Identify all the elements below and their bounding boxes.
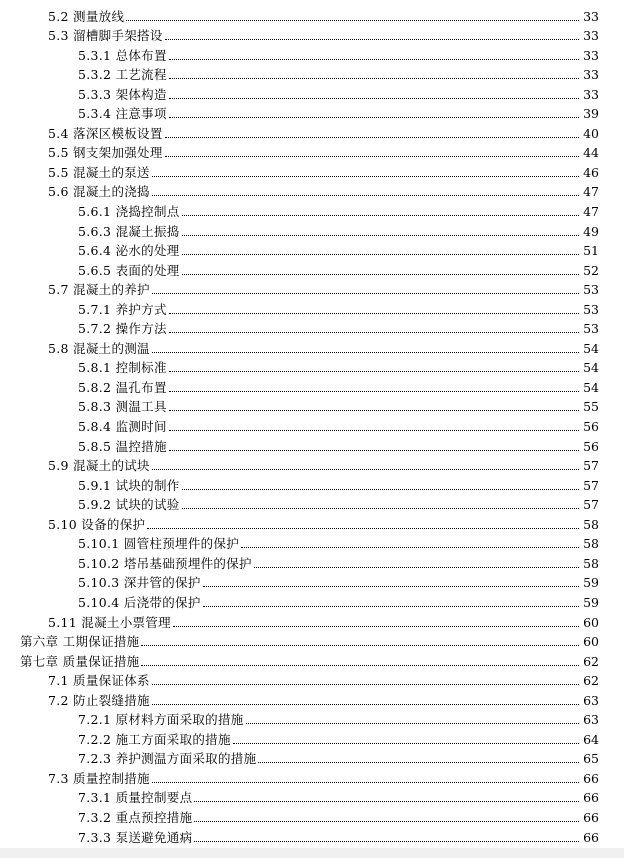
toc-page-number: 60 xyxy=(583,614,599,630)
toc-entry-title: 5.3 溜槽脚手架搭设 xyxy=(48,28,163,44)
toc-dot-leader xyxy=(152,469,579,470)
toc-entry[interactable] xyxy=(0,259,624,279)
toc-dot-leader xyxy=(169,59,579,60)
toc-page-number: 58 xyxy=(583,555,599,571)
toc-entry-title: 5.8.4 监测时间 xyxy=(78,419,167,435)
toc-entry[interactable] xyxy=(0,650,624,670)
toc-dot-leader xyxy=(182,215,579,216)
toc-page-number: 33 xyxy=(583,28,599,44)
toc-dot-leader xyxy=(254,567,579,568)
toc-entry-title: 5.10 设备的保护 xyxy=(48,516,146,532)
toc-entry-title: 7.2.1 原材料方面采取的措施 xyxy=(78,712,244,728)
toc-entry[interactable] xyxy=(0,337,624,357)
toc-entry-title: 7.2.3 养护测温方面采取的措施 xyxy=(78,751,257,767)
toc-entry[interactable] xyxy=(0,435,624,455)
toc-entry-title: 5.8.1 控制标准 xyxy=(78,360,167,376)
toc-page-number: 60 xyxy=(583,634,599,650)
toc-entry[interactable] xyxy=(0,689,624,709)
toc-page-number: 57 xyxy=(583,477,599,493)
toc-page-number: 58 xyxy=(583,536,599,552)
toc-dot-leader xyxy=(169,371,579,372)
toc-entry-title: 5.3.2 工艺流程 xyxy=(78,67,167,83)
toc-entry[interactable] xyxy=(0,806,624,826)
toc-entry-title: 5.4 落深区模板设置 xyxy=(48,125,163,141)
toc-dot-leader xyxy=(152,293,579,294)
toc-entry[interactable] xyxy=(0,826,624,846)
toc-dot-leader xyxy=(152,684,579,685)
toc-dot-leader xyxy=(233,743,579,744)
toc-entry-title: 5.6.3 混凝土振捣 xyxy=(78,223,180,239)
toc-dot-leader xyxy=(194,841,579,842)
toc-dot-leader xyxy=(169,98,579,99)
toc-entry-title: 5.10.2 塔吊基础预埋件的保护 xyxy=(78,555,252,571)
toc-dot-leader xyxy=(126,20,579,21)
toc-page-number: 56 xyxy=(583,438,599,454)
toc-page-number: 58 xyxy=(583,516,599,532)
toc-entry[interactable] xyxy=(0,396,624,416)
toc-entry[interactable] xyxy=(0,474,624,494)
toc-entry-title: 5.9 混凝土的试块 xyxy=(48,458,150,474)
toc-page-number: 33 xyxy=(583,8,599,24)
toc-dot-leader xyxy=(147,528,579,529)
toc-page-number: 53 xyxy=(583,301,599,317)
toc-dot-leader xyxy=(152,352,579,353)
toc-page-number: 65 xyxy=(583,751,599,767)
toc-entry[interactable] xyxy=(0,298,624,318)
toc-page-number: 47 xyxy=(583,184,599,200)
toc-entry[interactable] xyxy=(0,64,624,84)
toc-entry[interactable] xyxy=(0,83,624,103)
toc-page-number: 55 xyxy=(583,399,599,415)
toc-entry[interactable] xyxy=(0,376,624,396)
toc-entry[interactable] xyxy=(0,611,624,631)
toc-entry-title: 5.11 混凝土小票管理 xyxy=(48,614,171,630)
toc-entry-title: 5.9.2 试块的试验 xyxy=(78,497,180,513)
toc-page-number: 46 xyxy=(583,164,599,180)
toc-entry-title: 5.6.4 泌水的处理 xyxy=(78,243,180,259)
toc-entry[interactable] xyxy=(0,748,624,768)
toc-entry[interactable] xyxy=(0,181,624,201)
toc-dot-leader xyxy=(173,626,579,627)
toc-entry-title: 5.7.2 操作方法 xyxy=(78,321,167,337)
toc-entry[interactable] xyxy=(0,25,624,45)
toc-entry-title: 5.2 测量放线 xyxy=(48,8,125,24)
toc-dot-leader xyxy=(165,137,579,138)
toc-dot-leader xyxy=(141,665,579,666)
toc-dot-leader xyxy=(182,254,579,255)
toc-page-number: 62 xyxy=(583,653,599,669)
toc-dot-leader xyxy=(169,332,579,333)
toc-page-number: 66 xyxy=(583,770,599,786)
toc-entry[interactable] xyxy=(0,728,624,748)
toc-entry-title: 5.5 混凝土的泵送 xyxy=(48,164,150,180)
toc-page-number: 56 xyxy=(583,419,599,435)
toc-page-number: 33 xyxy=(583,67,599,83)
toc-entry-title: 5.3.3 架体构造 xyxy=(78,86,167,102)
toc-dot-leader xyxy=(246,723,579,724)
page-bottom-margin xyxy=(0,848,624,858)
toc-dot-leader xyxy=(165,39,579,40)
toc-page-number: 47 xyxy=(583,204,599,220)
toc-page-number: 62 xyxy=(583,673,599,689)
toc-dot-leader xyxy=(152,704,579,705)
toc-page-number: 54 xyxy=(583,379,599,395)
toc-page-number: 52 xyxy=(583,262,599,278)
toc-entry-title: 5.6.5 表面的处理 xyxy=(78,262,180,278)
toc-dot-leader xyxy=(182,235,579,236)
toc-entry[interactable] xyxy=(0,161,624,181)
toc-dot-leader xyxy=(182,274,579,275)
toc-dot-leader xyxy=(169,410,579,411)
toc-dot-leader xyxy=(169,430,579,431)
toc-entry-title: 5.7.1 养护方式 xyxy=(78,301,167,317)
toc-page-number: 44 xyxy=(583,145,599,161)
toc-entry[interactable] xyxy=(0,767,624,787)
toc-entry-title: 5.8.3 测温工具 xyxy=(78,399,167,415)
toc-dot-leader xyxy=(169,117,579,118)
toc-dot-leader xyxy=(169,313,579,314)
toc-entry[interactable] xyxy=(0,415,624,435)
toc-dot-leader xyxy=(203,606,579,607)
toc-page-number: 54 xyxy=(583,340,599,356)
toc-entry-title: 5.3.4 注意事项 xyxy=(78,106,167,122)
toc-entry-title: 5.8 混凝土的测温 xyxy=(48,340,150,356)
toc-page-number: 66 xyxy=(583,809,599,825)
toc-dot-leader xyxy=(165,156,579,157)
toc-page-number: 59 xyxy=(583,594,599,610)
toc-page-number: 33 xyxy=(583,86,599,102)
toc-entry[interactable] xyxy=(0,5,624,25)
toc-entry[interactable] xyxy=(0,533,624,553)
toc-entry[interactable] xyxy=(0,122,624,142)
toc-page-number: 40 xyxy=(583,125,599,141)
toc-entry[interactable] xyxy=(0,572,624,592)
toc-entry[interactable] xyxy=(0,103,624,123)
toc-dot-leader xyxy=(203,586,579,587)
toc-entry[interactable] xyxy=(0,552,624,572)
toc-dot-leader xyxy=(241,547,579,548)
toc-entry-title: 5.8.5 温控措施 xyxy=(78,438,167,454)
toc-dot-leader xyxy=(169,78,579,79)
toc-entry-title: 7.2.2 施工方面采取的措施 xyxy=(78,731,231,747)
toc-entry[interactable] xyxy=(0,142,624,162)
toc-entry-title: 7.3.1 质量控制要点 xyxy=(78,790,193,806)
toc-page-number: 33 xyxy=(583,47,599,63)
toc-entry-title: 5.6 混凝土的浇捣 xyxy=(48,184,150,200)
toc-page-number: 63 xyxy=(583,712,599,728)
toc-page-number: 63 xyxy=(583,692,599,708)
toc-entry-title: 第六章 工期保证措施 xyxy=(20,634,140,650)
table-of-contents xyxy=(0,5,624,846)
toc-entry[interactable] xyxy=(0,318,624,338)
toc-dot-leader xyxy=(169,450,579,451)
toc-page-number: 54 xyxy=(583,360,599,376)
toc-dot-leader xyxy=(258,762,579,763)
toc-entry[interactable] xyxy=(0,670,624,690)
toc-entry-title: 7.3.2 重点预控措施 xyxy=(78,809,193,825)
toc-page-number: 57 xyxy=(583,458,599,474)
toc-entry-title: 5.5 钢支架加强处理 xyxy=(48,145,163,161)
toc-entry-title: 7.3 质量控制措施 xyxy=(48,770,150,786)
toc-entry[interactable] xyxy=(0,513,624,533)
toc-dot-leader xyxy=(194,801,579,802)
toc-entry[interactable] xyxy=(0,357,624,377)
toc-page-number: 39 xyxy=(583,106,599,122)
toc-entry-title: 5.3.1 总体布置 xyxy=(78,47,167,63)
toc-dot-leader xyxy=(194,821,579,822)
toc-entry[interactable] xyxy=(0,591,624,611)
toc-entry-title: 5.8.2 温孔布置 xyxy=(78,379,167,395)
toc-dot-leader xyxy=(141,645,579,646)
toc-dot-leader xyxy=(182,489,579,490)
toc-dot-leader xyxy=(182,508,579,509)
toc-dot-leader xyxy=(152,195,579,196)
toc-page-number: 57 xyxy=(583,497,599,513)
toc-entry[interactable] xyxy=(0,200,624,220)
toc-entry[interactable] xyxy=(0,44,624,64)
toc-entry-title: 5.10.3 深井管的保护 xyxy=(78,575,201,591)
toc-entry[interactable] xyxy=(0,220,624,240)
toc-dot-leader xyxy=(152,176,579,177)
toc-entry-title: 第七章 质量保证措施 xyxy=(20,653,140,669)
toc-entry[interactable] xyxy=(0,631,624,651)
toc-entry[interactable] xyxy=(0,494,624,514)
toc-entry-title: 7.3.3 泵送避免通病 xyxy=(78,829,193,845)
toc-dot-leader xyxy=(152,782,579,783)
toc-entry-title: 5.6.1 浇捣控制点 xyxy=(78,204,180,220)
toc-page-number: 64 xyxy=(583,731,599,747)
toc-page-number: 51 xyxy=(583,243,599,259)
toc-page-number: 53 xyxy=(583,321,599,337)
toc-entry-title: 7.1 质量保证体系 xyxy=(48,673,150,689)
toc-entry[interactable] xyxy=(0,787,624,807)
toc-entry-title: 7.2 防止裂缝措施 xyxy=(48,692,150,708)
toc-entry-title: 5.9.1 试块的制作 xyxy=(78,477,180,493)
toc-entry-title: 5.10.4 后浇带的保护 xyxy=(78,594,201,610)
toc-entry-title: 5.7 混凝土的养护 xyxy=(48,282,150,298)
toc-entry[interactable] xyxy=(0,279,624,299)
toc-page-number: 59 xyxy=(583,575,599,591)
toc-entry[interactable] xyxy=(0,709,624,729)
toc-entry[interactable] xyxy=(0,240,624,260)
toc-entry[interactable] xyxy=(0,455,624,475)
toc-page-number: 66 xyxy=(583,790,599,806)
toc-page-number: 53 xyxy=(583,282,599,298)
toc-page-number: 49 xyxy=(583,223,599,239)
toc-page-number: 66 xyxy=(583,829,599,845)
toc-entry-title: 5.10.1 圆管柱预埋件的保护 xyxy=(78,536,240,552)
toc-dot-leader xyxy=(169,391,579,392)
